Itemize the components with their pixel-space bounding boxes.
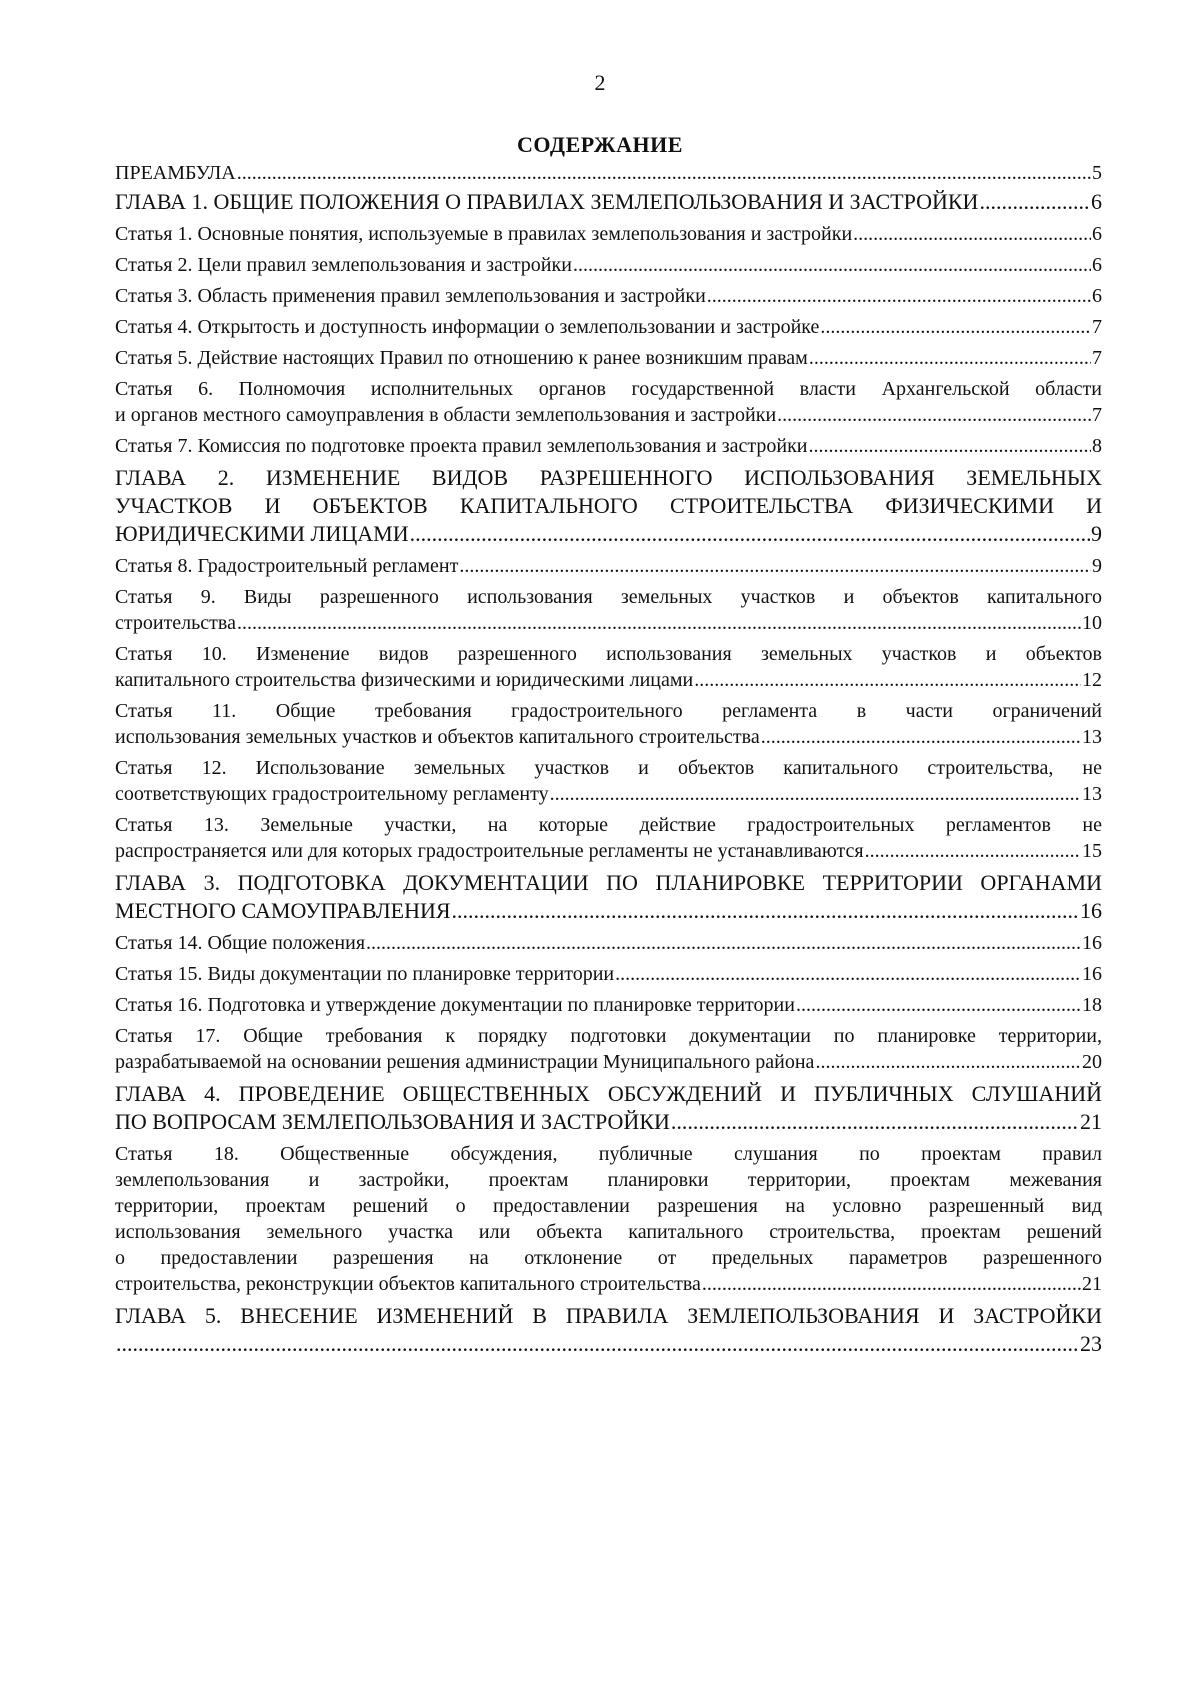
toc-entry-line: УЧАСТКОВ И ОБЪЕКТОВ КАПИТАЛЬНОГО СТРОИТЕЛЬСТВА ФИЗИЧЕСКИМИ И (115, 493, 1102, 518)
toc-entry-line: ГЛАВА 4. ПРОВЕДЕНИЕ ОБЩЕСТВЕННЫХ ОБСУЖДЕНИЙ И ПУБЛИЧНЫХ СЛУШАНИЙ (115, 1081, 1102, 1106)
toc-entry-line: ГЛАВА 3. ПОДГОТОВКА ДОКУМЕНТАЦИИ ПО ПЛАНИРОВКЕ ТЕРРИТОРИИ ОРГАНАМИ (115, 870, 1102, 895)
toc-page-number: 6 (1092, 254, 1102, 276)
dot-leader (459, 553, 1091, 579)
toc-entry-article[interactable] (115, 314, 1102, 340)
toc-entry-title: Статья 1. Основные понятия, используемые в правилах землепользования и застройки (115, 223, 853, 245)
page-number: 2 (594, 70, 606, 95)
toc-entry-title: соответствующих градостроительному регламенту (115, 783, 549, 805)
dot-leader (573, 252, 1091, 278)
dot-leader (809, 433, 1091, 459)
toc-entry-line: Статья 13. Земельные участки, на которые действие градостроительных регламентов не (115, 814, 1102, 836)
toc-entry-title: МЕСТНОГО САМОУПРАВЛЕНИЯ (115, 898, 451, 923)
dot-leader (702, 1271, 1081, 1297)
toc-entry-line: Статья 9. Виды разрешенного использования земельных участков и объектов капитального (115, 586, 1102, 608)
toc-entry-line: Статья 10. Изменение видов разрешенного использования земельных участков и объектов (115, 643, 1102, 665)
dot-leader (237, 160, 1091, 186)
toc-entry-line: ГЛАВА 5. ВНЕСЕНИЕ ИЗМЕНЕНИЙ В ПРАВИЛА ЗЕМЛЕПОЛЬЗОВАНИЯ И ЗАСТРОЙКИ (115, 1303, 1102, 1328)
toc-entry-title: распространяется или для которых градостроительные регламенты не устанавливаются (115, 840, 864, 862)
toc-entry-leader-line (115, 1271, 1102, 1297)
toc-page-number: 8 (1092, 435, 1102, 457)
dot-leader (761, 724, 1081, 750)
toc-page-number: 16 (1082, 963, 1102, 985)
dot-leader (694, 667, 1081, 693)
toc-entry-title: ГЛАВА 1. ОБЩИЕ ПОЛОЖЕНИЯ О ПРАВИЛАХ ЗЕМЛЕПОЛЬЗОВАНИЯ И ЗАСТРОЙКИ (115, 189, 979, 214)
toc-entry-article[interactable] (115, 1141, 1102, 1297)
toc-entry-line: ГЛАВА 2. ИЗМЕНЕНИЕ ВИДОВ РАЗРЕШЕННОГО ИСПОЛЬЗОВАНИЯ ЗЕМЕЛЬНЫХ (115, 465, 1102, 490)
toc-entry-line: о предоставлении разрешения на отклонение от предельных параметров разрешенного (115, 1247, 1102, 1269)
toc-page-number: 7 (1092, 316, 1102, 338)
toc-entry-leader-line (115, 724, 1102, 750)
toc-entry-title: Статья 14. Общие положения (115, 932, 366, 954)
toc-entry-title: использования земельных участков и объектов капитального строительства (115, 726, 760, 748)
table-of-contents (115, 160, 1102, 1362)
toc-entry-line: территории, проектам решений о предоставлении разрешения на условно разрешенный вид (115, 1195, 1102, 1217)
toc-entry-title: ПРЕАМБУЛА (115, 162, 236, 184)
toc-entry-leader-line (115, 610, 1102, 636)
toc-entry-title: разрабатываемой на основании решения администрации Муниципального района (115, 1051, 815, 1073)
toc-entry-leader-line (115, 553, 1102, 579)
toc-entry-chapter[interactable] (115, 1080, 1102, 1136)
toc-entry-title: капитального строительства физическими и юридическими лицами (115, 669, 694, 691)
toc-page-number: 20 (1082, 1051, 1102, 1073)
toc-page-number: 23 (1080, 1331, 1102, 1356)
dot-leader (796, 992, 1081, 1018)
dot-leader (707, 283, 1091, 309)
toc-entry-line: Статья 11. Общие требования градостроительного регламента в части ограничений (115, 700, 1102, 722)
toc-entry-article[interactable] (115, 930, 1102, 956)
toc-entry-preamble[interactable] (115, 160, 1102, 186)
toc-entry-article[interactable] (115, 433, 1102, 459)
toc-entry-article[interactable] (115, 641, 1102, 693)
toc-entry-chapter[interactable] (115, 188, 1102, 216)
dot-leader (671, 1108, 1079, 1136)
toc-entry-leader-line (115, 283, 1102, 309)
toc-entry-line: Статья 6. Полномочия исполнительных органов государственной власти Архангельской области (115, 378, 1102, 400)
toc-entry-article[interactable] (115, 755, 1102, 807)
toc-entry-leader-line (115, 221, 1102, 247)
toc-page-number: 21 (1080, 1109, 1102, 1134)
toc-page-number: 18 (1082, 994, 1102, 1016)
toc-entry-title: ПО ВОПРОСАМ ЗЕМЛЕПОЛЬЗОВАНИЯ И ЗАСТРОЙКИ (115, 1109, 670, 1134)
toc-entry-article[interactable] (115, 376, 1102, 428)
toc-entry-title: и органов местного самоуправления в области землепользования и застройки (115, 404, 777, 426)
toc-entry-leader-line (115, 781, 1102, 807)
toc-entry-article[interactable] (115, 553, 1102, 579)
toc-entry-title: строительства (115, 612, 236, 634)
toc-page-number: 12 (1082, 669, 1102, 691)
toc-page-number: 9 (1092, 555, 1102, 577)
toc-entry-title: строительства, реконструкции объектов капитального строительства (115, 1273, 701, 1295)
toc-entry-leader-line (115, 345, 1102, 371)
toc-page-number: 16 (1082, 932, 1102, 954)
toc-page-number: 9 (1091, 521, 1102, 546)
dot-leader (865, 838, 1081, 864)
dot-leader (777, 402, 1091, 428)
toc-entry-article[interactable] (115, 961, 1102, 987)
dot-leader (116, 1330, 1079, 1358)
dot-leader (452, 897, 1079, 925)
toc-page-number: 21 (1082, 1273, 1102, 1295)
toc-entry-leader-line (115, 520, 1102, 548)
toc-entry-line: Статья 18. Общественные обсуждения, публичные слушания по проектам правил (115, 1143, 1102, 1165)
toc-entry-chapter[interactable] (115, 869, 1102, 925)
toc-entry-article[interactable] (115, 221, 1102, 247)
toc-entry-leader-line (115, 930, 1102, 956)
toc-entry-leader-line (115, 314, 1102, 340)
toc-entry-article[interactable] (115, 584, 1102, 636)
toc-entry-article[interactable] (115, 252, 1102, 278)
toc-entry-title: Статья 3. Область применения правил землепользования и застройки (115, 285, 706, 307)
dot-leader (809, 345, 1091, 371)
toc-page-number: 15 (1082, 840, 1102, 862)
toc-entry-line: Статья 12. Использование земельных участков и объектов капитального строительства, не (115, 757, 1102, 779)
toc-entry-chapter[interactable] (115, 464, 1102, 548)
toc-entry-leader-line (115, 838, 1102, 864)
toc-entry-article[interactable] (115, 698, 1102, 750)
toc-entry-title: Статья 16. Подготовка и утверждение документации по планировке территории (115, 994, 795, 1016)
toc-page-number: 16 (1080, 898, 1102, 923)
toc-page-number: 7 (1092, 347, 1102, 369)
toc-entry-article[interactable] (115, 992, 1102, 1018)
toc-entry-title: ЮРИДИЧЕСКИМИ ЛИЦАМИ (115, 521, 409, 546)
dot-leader (366, 930, 1081, 956)
toc-entry-leader-line (115, 667, 1102, 693)
toc-entry-leader-line (115, 992, 1102, 1018)
dot-leader (853, 221, 1091, 247)
toc-entry-leader-line (115, 1108, 1102, 1136)
dot-leader (615, 961, 1081, 987)
toc-page-number: 6 (1091, 189, 1102, 214)
dot-leader (815, 1049, 1081, 1075)
dot-leader (979, 188, 1090, 216)
toc-entry-article[interactable] (115, 345, 1102, 371)
toc-entry-leader-line (115, 402, 1102, 428)
toc-entry-title: Статья 7. Комиссия по подготовке проекта правил землепользования и застройки (115, 435, 808, 457)
toc-entry-leader-line (115, 897, 1102, 925)
toc-page-number: 7 (1092, 404, 1102, 426)
toc-entry-article[interactable] (115, 812, 1102, 864)
toc-entry-line: землепользования и застройки, проектам планировки территории, проектам межевания (115, 1169, 1102, 1191)
toc-page-number: 13 (1082, 783, 1102, 805)
toc-entry-leader-line (115, 1330, 1102, 1358)
toc-page-number: 6 (1092, 223, 1102, 245)
toc-entry-chapter[interactable] (115, 1302, 1102, 1358)
dot-leader (820, 314, 1091, 340)
toc-entry-leader-line (115, 252, 1102, 278)
toc-entry-title: Статья 5. Действие настоящих Правил по отношению к ранее возникшим правам (115, 347, 808, 369)
dot-leader (550, 781, 1081, 807)
dot-leader (410, 520, 1090, 548)
toc-page-number: 10 (1082, 612, 1102, 634)
toc-entry-article[interactable] (115, 1023, 1102, 1075)
toc-entry-leader-line (115, 160, 1102, 186)
toc-page-number: 5 (1092, 162, 1102, 184)
toc-entry-title: Статья 2. Цели правил землепользования и застройки (115, 254, 572, 276)
toc-entry-article[interactable] (115, 283, 1102, 309)
toc-entry-leader-line (115, 433, 1102, 459)
toc-entry-title: Статья 8. Градостроительный регламент (115, 555, 459, 577)
dot-leader (237, 610, 1081, 636)
toc-entry-line: Статья 17. Общие требования к порядку подготовки документации по планировке территории, (115, 1025, 1102, 1047)
toc-entry-title: Статья 4. Открытость и доступность информации о землепользовании и застройке (115, 316, 820, 338)
toc-title: СОДЕРЖАНИЕ (517, 132, 683, 157)
toc-entry-leader-line (115, 1049, 1102, 1075)
toc-page-number: 13 (1082, 726, 1102, 748)
toc-entry-line: использования земельного участка или объекта капитального строительства, проектам решений (115, 1221, 1102, 1243)
toc-entry-leader-line (115, 961, 1102, 987)
toc-entry-title: Статья 15. Виды документации по планировке территории (115, 963, 615, 985)
toc-page-number: 6 (1092, 285, 1102, 307)
toc-entry-leader-line (115, 188, 1102, 216)
